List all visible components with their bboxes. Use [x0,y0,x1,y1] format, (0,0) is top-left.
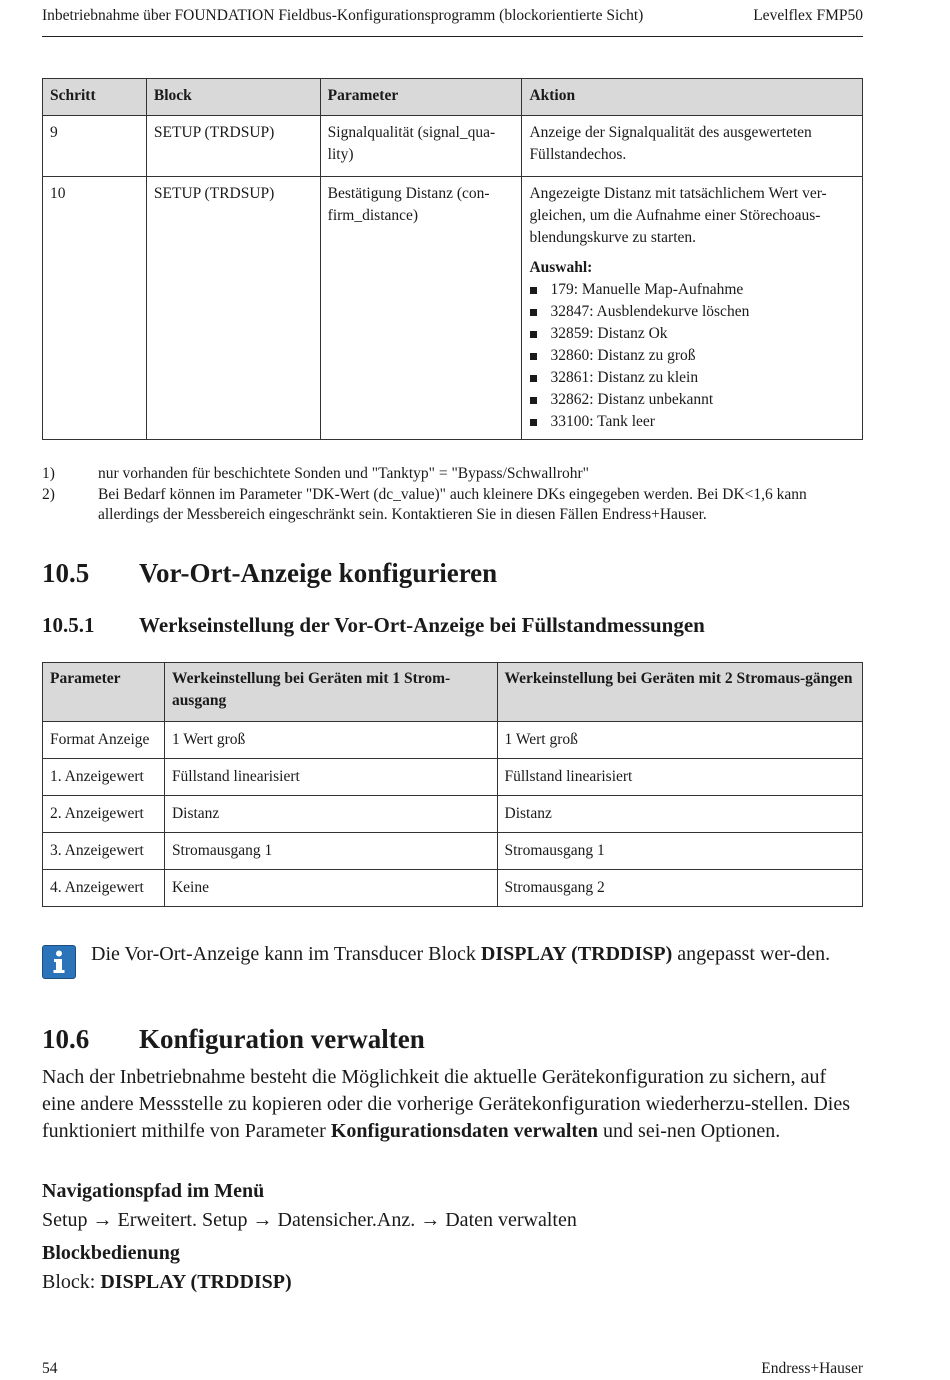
column-header: Parameter [320,79,522,116]
column-header: Schritt [43,79,147,116]
footnote [42,464,863,485]
header-title: Inbetriebnahme über FOUNDATION Fieldbus-Konfigurationsprogramm (blockorientierte Sicht) [42,7,644,24]
column-header: Werkeinstellung bei Geräten mit 1 Strom-ausgang [164,663,497,722]
footnote-number: 2) [42,485,55,503]
list-item: 32862: Distanz unbekannt [529,389,855,411]
step-cell: 9 [43,116,147,177]
action-cell [522,177,863,440]
section-heading-10-5 [42,558,497,589]
footnote [42,485,863,526]
table-cell: 1. Anzeigewert [43,759,165,796]
block-value: DISPLAY (TRDDISP) [100,1271,292,1293]
table-row [43,116,863,177]
action-cell: Anzeige der Signalqualität des ausgewerteten Füllstandechos. [522,116,863,177]
header-product: Levelflex FMP50 [753,7,863,24]
block-label: Block: [42,1271,101,1293]
table-cell: 3. Anzeigewert [43,833,165,870]
table-cell: 1 Wert groß [164,722,497,759]
page-header [42,7,863,37]
page-footer [42,1360,863,1378]
section-number: 10.5.1 [42,613,95,637]
table-row [43,759,863,796]
table-cell: Füllstand linearisiert [164,759,497,796]
info-note [42,941,863,979]
choice-list [529,279,855,433]
list-item: 179: Manuelle Map-Aufnahme [529,279,855,301]
list-item: 32859: Distanz Ok [529,323,855,345]
parameter-cell: Bestätigung Distanz (con-firm_distance) [320,177,522,440]
table-row [43,833,863,870]
choice-title: Auswahl: [529,259,593,276]
note-text-part: angepasst wer-den. [672,943,831,965]
table-header-row [43,79,863,116]
section-heading-10-5-1 [42,613,705,638]
table-cell: Distanz [497,796,863,833]
info-icon [42,945,76,979]
footnotes [42,464,863,526]
table-header-row [43,663,863,722]
table-cell: Format Anzeige [43,722,165,759]
block-heading: Blockbedienung [42,1242,180,1264]
nav-path: Setup → Erweitert. Setup → Datensicher.Anz. → Daten verwalten [42,1209,577,1231]
table-cell: 1 Wert groß [497,722,863,759]
parameter-cell: Signalqualität (signal_qua-lity) [320,116,522,177]
list-item: 32860: Distanz zu groß [529,345,855,367]
column-header: Werkeinstellung bei Geräten mit 2 Stromaus-gängen [497,663,863,722]
column-header: Parameter [43,663,165,722]
page-number: 54 [42,1360,58,1377]
table-row [43,722,863,759]
display-defaults-table [42,662,863,907]
nav-path-heading: Navigationspfad im Menü [42,1180,265,1202]
table-row [43,870,863,907]
footnote-text: Bei Bedarf können im Parameter "DK-Wert (dc_value)" auch kleinere DKs eingegeben werden. Bei DK<1,6 kann allerdings der Messbereich eingeschränkt sein. Kontaktieren Sie in diesen Fällen Endress+Hauser. [98,485,807,523]
table-cell: Distanz [164,796,497,833]
paragraph-text: Nach der Inbetriebnahme besteht die Möglichkeit die aktuelle Gerätekonfiguration zu sichern, auf eine andere Messstelle zu kopieren oder die vorherige Gerätekonfiguration wiederherzu-stellen. Dies funktioniert mithilfe von Parameter [42,1066,850,1142]
list-item: 32847: Ausblendekurve löschen [529,301,855,323]
table-cell: Füllstand linearisiert [497,759,863,796]
config-paragraph [42,1064,863,1145]
action-text: Angezeigte Distanz mit tatsächlichem Wert ver-gleichen, um die Aufnahme einer Störechoaus-blendungskurve zu starten. [529,185,827,246]
footnote-number: 1) [42,465,55,482]
section-title: Konfiguration verwalten [139,1024,425,1054]
table-cell: 2. Anzeigewert [43,796,165,833]
list-item: 32861: Distanz zu klein [529,367,855,389]
footnote-text: nur vorhanden für beschichtete Sonden und "Tanktyp" = "Bypass/Schwallrohr" [98,465,589,482]
table-cell: Stromausgang 2 [497,870,863,907]
table-cell: Keine [164,870,497,907]
footer-brand: Endress+Hauser [761,1360,863,1377]
note-block-name: DISPLAY (TRDDISP) [480,943,673,965]
note-text [91,941,830,979]
section-number: 10.5 [42,558,90,588]
column-header: Block [146,79,320,116]
table-cell: Stromausgang 1 [497,833,863,870]
section-heading-10-6 [42,1024,425,1055]
table-cell: Stromausgang 1 [164,833,497,870]
block-cell: SETUP (TRDSUP) [146,177,320,440]
table-row [43,796,863,833]
list-item: 33100: Tank leer [529,411,855,433]
setup-steps-table [42,78,863,440]
section-number: 10.6 [42,1024,90,1054]
parameter-name: Konfigurationsdaten verwalten [330,1120,599,1142]
step-cell: 10 [43,177,147,440]
table-cell: 4. Anzeigewert [43,870,165,907]
section-title: Werkseinstellung der Vor-Ort-Anzeige bei Füllstandmessungen [139,613,705,637]
column-header: Aktion [522,79,863,116]
block-cell: SETUP (TRDSUP) [146,116,320,177]
table-row [43,177,863,440]
note-text-part: Die Vor-Ort-Anzeige kann im Transducer Block [91,943,481,965]
block-line [42,1269,863,1296]
paragraph-text: und sei-nen Optionen. [598,1120,781,1142]
section-title: Vor-Ort-Anzeige konfigurieren [139,558,498,588]
